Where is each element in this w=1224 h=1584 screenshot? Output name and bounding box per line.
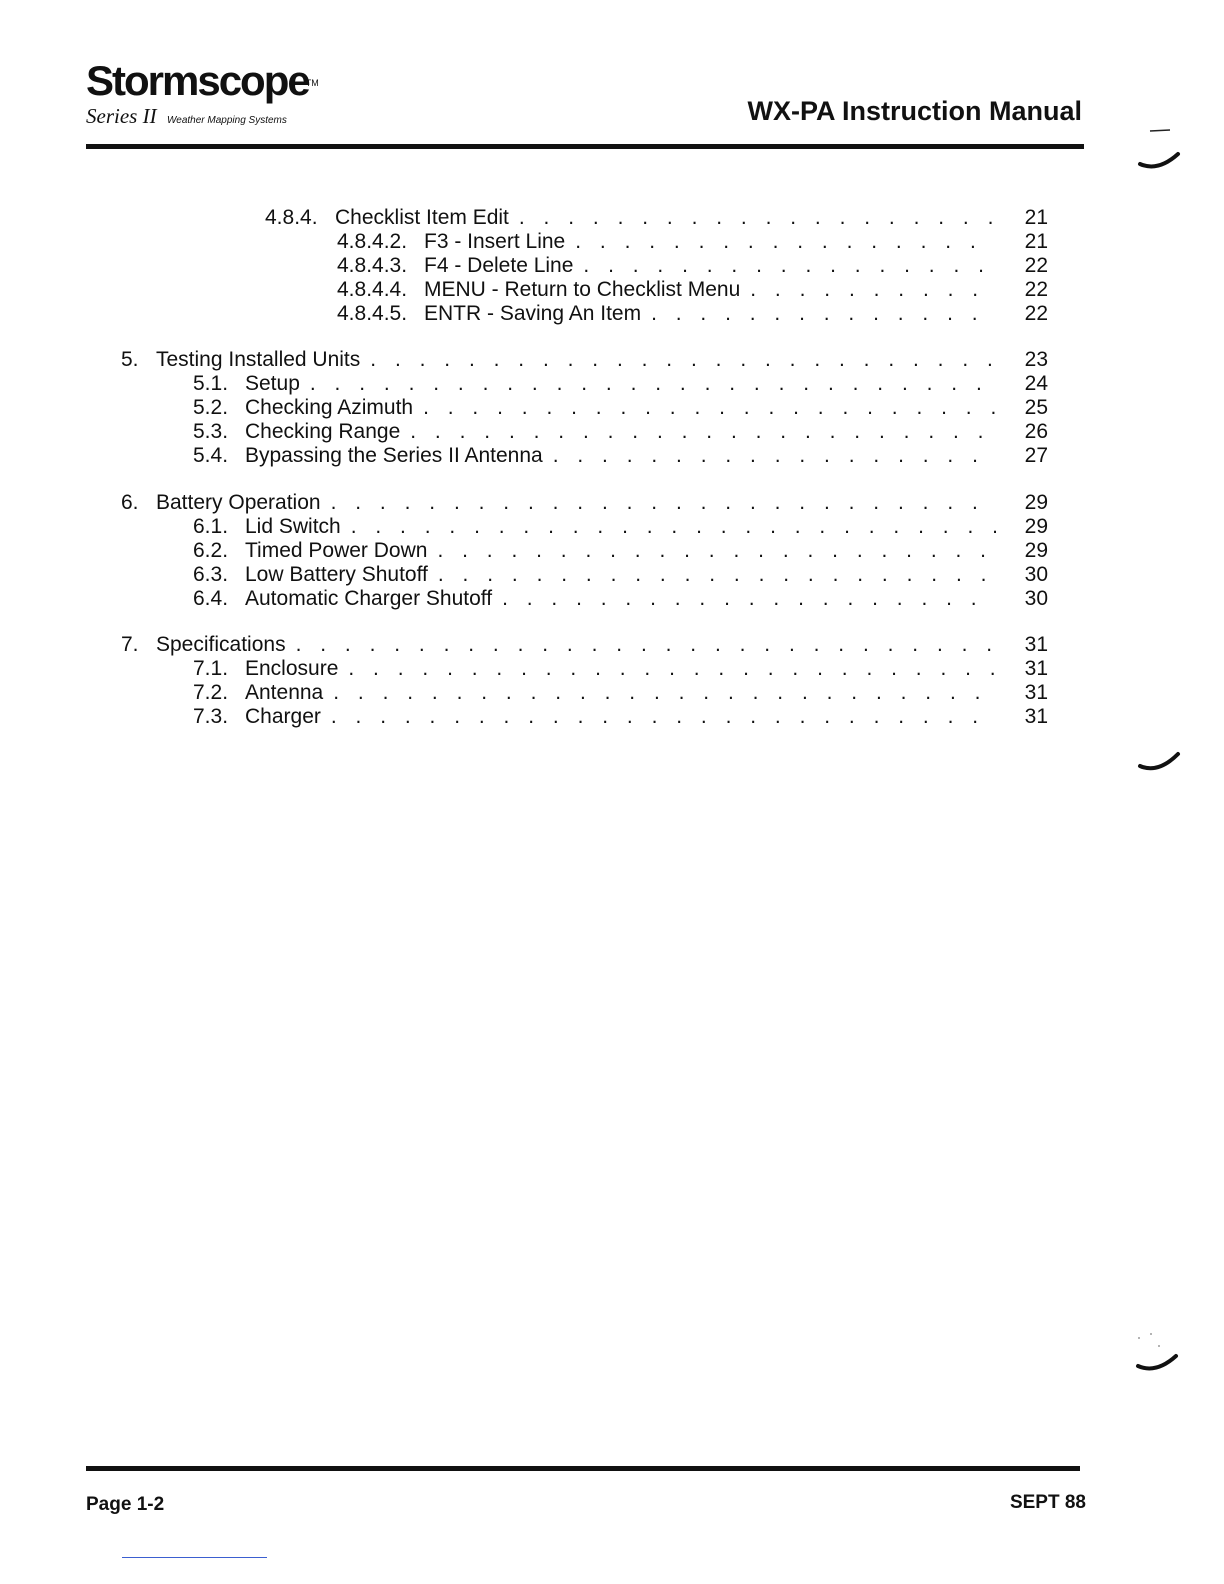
dot-leader <box>543 444 996 468</box>
toc-entry-title: F3 - Insert Line <box>424 230 566 253</box>
toc-entry-leader <box>245 372 996 396</box>
toc-entry-title: Checking Azimuth <box>245 396 414 419</box>
toc-entry-page: 31 <box>1024 633 1048 656</box>
footer-rule <box>86 1466 1080 1471</box>
page-number: Page 1-2 <box>86 1494 165 1515</box>
toc-entry-number: 5.3. <box>193 420 229 443</box>
toc-entry-number: 4.8.4.2. <box>337 230 408 253</box>
toc-entry <box>0 633 1224 657</box>
toc-entry-page: 30 <box>1024 563 1048 586</box>
toc-entry <box>0 705 1224 729</box>
toc-entry <box>0 420 1224 444</box>
toc-entry-number: 5.1. <box>193 372 229 395</box>
toc-entry-page: 24 <box>1024 372 1048 395</box>
toc-entry-number: 6.3. <box>193 563 229 586</box>
toc-entry-page: 22 <box>1024 254 1048 277</box>
toc-entry-leader <box>424 302 996 326</box>
toc-entry <box>0 372 1224 396</box>
toc-entry-title: ENTR - Saving An Item <box>424 302 642 325</box>
toc-entry-number: 5. <box>121 348 139 371</box>
toc-entry-page: 31 <box>1024 681 1048 704</box>
toc-entry-leader <box>245 444 996 468</box>
toc-entry-page: 31 <box>1024 657 1048 680</box>
toc-entry-page: 29 <box>1024 491 1048 514</box>
toc-entry-leader <box>245 705 996 729</box>
toc-entry-title: Battery Operation <box>156 491 321 514</box>
toc-entry-number: 7.3. <box>193 705 229 728</box>
toc-entry-title: Bypassing the Series II Antenna <box>245 444 543 467</box>
footer-date: SEPT 88 <box>1009 1492 1086 1513</box>
toc-entry-page: 26 <box>1024 420 1048 443</box>
toc-entry-leader <box>245 396 996 420</box>
toc-entry-leader <box>245 539 996 563</box>
toc-entry-page: 21 <box>1024 206 1048 229</box>
toc-entry <box>0 278 1224 302</box>
toc-entry-title: Enclosure <box>245 657 339 680</box>
dot-leader <box>321 705 996 729</box>
toc-entry <box>0 563 1224 587</box>
toc-entry-leader <box>245 563 996 587</box>
toc-entry <box>0 587 1224 611</box>
toc-entry-leader <box>424 254 996 278</box>
toc-entry <box>0 681 1224 705</box>
toc-entry <box>0 348 1224 372</box>
toc-entry-title: Lid Switch <box>245 515 341 538</box>
toc-entry-leader <box>156 348 996 372</box>
toc-entry-page: 29 <box>1024 515 1048 538</box>
toc-entry-title: Specifications <box>156 633 286 656</box>
dot-leader <box>323 681 996 705</box>
toc-entry-title: F4 - Delete Line <box>424 254 574 277</box>
toc-entry-title: Antenna <box>245 681 324 704</box>
toc-entry-number: 4.8.4.3. <box>337 254 408 277</box>
toc-entry-number: 6.2. <box>193 539 229 562</box>
dot-leader <box>400 420 996 444</box>
toc-entry-page: 27 <box>1024 444 1048 467</box>
scan-artifact-line <box>122 1557 267 1558</box>
toc-entry-page: 31 <box>1024 705 1048 728</box>
toc-entry-title: Automatic Charger Shutoff <box>245 587 493 610</box>
dot-leader <box>428 563 996 587</box>
toc-entry <box>0 396 1224 420</box>
toc-entry-number: 7.1. <box>193 657 229 680</box>
binder-mark-icon <box>1130 1330 1186 1378</box>
binder-mark-icon <box>1136 126 1186 174</box>
toc-entry-leader <box>245 515 996 539</box>
dot-leader <box>286 633 996 657</box>
dot-leader <box>360 348 996 372</box>
dot-leader <box>573 254 996 278</box>
toc-entry <box>0 539 1224 563</box>
binder-mark-icon <box>1136 744 1186 778</box>
toc-entry-page: 23 <box>1024 348 1048 371</box>
manual-title: WX-PA Instruction Manual <box>747 96 1082 126</box>
dot-leader <box>341 515 996 539</box>
toc-entry-title: Charger <box>245 705 321 728</box>
toc-entry-title: Checking Range <box>245 420 401 443</box>
toc-entry <box>0 444 1224 468</box>
toc-entry-title: MENU - Return to Checklist Menu <box>424 278 741 301</box>
toc-entry-number: 5.2. <box>193 396 229 419</box>
toc-entry-title: Checklist Item Edit <box>335 206 509 229</box>
dot-leader <box>509 206 996 230</box>
toc-entry <box>0 491 1224 515</box>
toc-entry <box>0 254 1224 278</box>
logo-tagline: Weather Mapping Systems <box>167 115 287 126</box>
toc-entry <box>0 206 1224 230</box>
toc-entry-number: 6.4. <box>193 587 229 610</box>
logo-trademark: TM <box>305 78 319 88</box>
dot-leader <box>321 491 996 515</box>
toc-entry <box>0 515 1224 539</box>
toc-entry-leader <box>245 681 996 705</box>
dot-leader <box>492 587 996 611</box>
toc-entry-leader <box>424 230 996 254</box>
toc-entry-number: 5.4. <box>193 444 229 467</box>
toc-entry-page: 25 <box>1024 396 1048 419</box>
toc-entry-page: 21 <box>1024 230 1048 253</box>
toc-entry-number: 4.8.4.5. <box>337 302 408 325</box>
toc-entry-leader <box>245 657 996 681</box>
toc-entry-leader <box>245 420 996 444</box>
toc-entry-title: Setup <box>245 372 300 395</box>
dot-leader <box>740 278 996 302</box>
toc-entry-number: 7.2. <box>193 681 229 704</box>
dot-leader <box>427 539 996 563</box>
toc-entry-number: 4.8.4. <box>265 206 318 229</box>
toc-entry-leader <box>156 491 996 515</box>
toc-entry-title: Timed Power Down <box>245 539 428 562</box>
toc-entry-page: 22 <box>1024 278 1048 301</box>
toc-entry-leader <box>245 587 996 611</box>
toc-entry-page: 29 <box>1024 539 1048 562</box>
toc-entry-number: 6. <box>121 491 139 514</box>
toc-entry-page: 22 <box>1024 302 1048 325</box>
toc-entry-title: Testing Installed Units <box>156 348 361 371</box>
toc-entry <box>0 302 1224 326</box>
toc-entry <box>0 657 1224 681</box>
dot-leader <box>300 372 996 396</box>
toc-entry-page: 30 <box>1024 587 1048 610</box>
logo-name-text: Stormscope <box>86 57 309 104</box>
logo-series: Series II <box>86 104 157 128</box>
dot-leader <box>413 396 996 420</box>
toc-entry-title: Low Battery Shutoff <box>245 563 428 586</box>
dot-leader <box>565 230 996 254</box>
toc-entry-leader <box>424 278 996 302</box>
dot-leader <box>338 657 996 681</box>
toc-entry-number: 6.1. <box>193 515 229 538</box>
toc-entry-number: 4.8.4.4. <box>337 278 408 301</box>
toc-entry <box>0 230 1224 254</box>
dot-leader <box>641 302 996 326</box>
toc-entry-number: 7. <box>121 633 139 656</box>
toc-entry-leader <box>156 633 996 657</box>
toc-entry-leader <box>335 206 996 230</box>
